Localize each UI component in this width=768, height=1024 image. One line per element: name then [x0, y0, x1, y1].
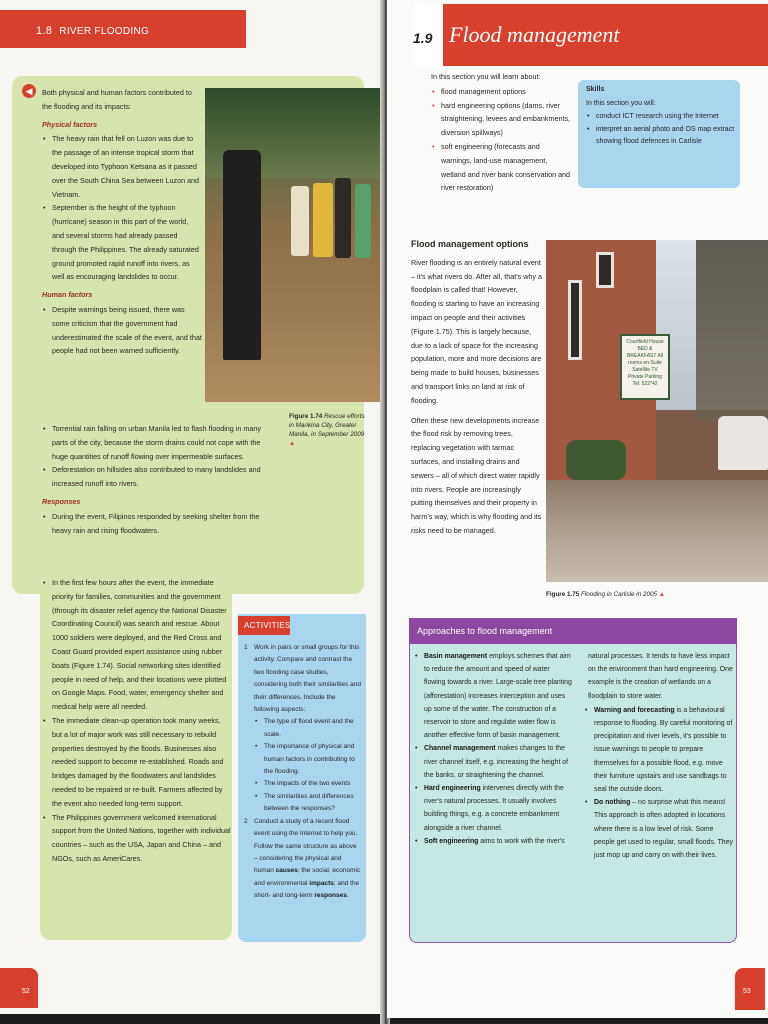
- section-number: 1.8: [36, 25, 53, 37]
- definition: makes changes to the river channel itself, e.g. increasing the height of the banks, or straightening the channel.: [424, 745, 569, 779]
- term: Basin management: [424, 653, 488, 660]
- figure-175-caption: [546, 590, 746, 599]
- list-item: • soft engineering (forecasts and warnings, land-use management, wetland and river bank conservation and river restoration): [431, 140, 571, 195]
- list-item: [584, 796, 734, 862]
- activity-text: Work in pairs or small groups for this activity. Compare and contrast the two flooding case studies, considering both their similarities and their differences. Include the following aspects:: [254, 644, 361, 714]
- figure-text: Rescue efforts in Marikina City, Greater Manila, in September 2009: [289, 413, 365, 438]
- list-item: • Torrential rain falling on urban Manila led to flash flooding in many parts of the city, because the storm drains could not cope with the huge quantities of runoff flowing over impermeable surfaces.: [42, 422, 278, 463]
- photo-person: [223, 150, 261, 360]
- responses-continued: [42, 576, 232, 866]
- activity-1: [244, 642, 362, 816]
- figure-label: Figure 1.74: [289, 413, 323, 420]
- term: Do nothing: [594, 799, 631, 807]
- term: Hard engineering: [424, 785, 481, 793]
- human-list: [42, 303, 202, 358]
- list-item: • The immediate clean-up operation took many weeks, but a lot of major work was still necessary to rebuild properties destroyed by the floods. Businesses also needed support to become re-established. Roads and bridges damaged by the floodwaters and landslides needed to be repaired or re-built. Farmers affected by the event also needed long-term support.: [42, 714, 232, 811]
- figure-label: Figure 1.75: [546, 591, 580, 598]
- options-heading: Flood management options: [411, 239, 529, 249]
- term: Channel management: [424, 745, 496, 753]
- triangle-icon: ▲: [658, 591, 665, 598]
- list-item: • hard engineering options (dams, river straightening, levees and embankments, diversion spillways): [431, 99, 571, 140]
- section-number: 1.9: [413, 4, 443, 66]
- definition: intervenes directly with the river's natural processes. It usually involves building things, e.g. a concrete embankment alongside a river channel.: [424, 785, 564, 832]
- list-item: • conduct ICT research using the Internet: [586, 111, 736, 124]
- list-item: • The similarities and differences between the responses?: [254, 791, 362, 816]
- list-item: • interpret an aerial photo and OS map extract showing flood defences in Carlisle: [586, 124, 736, 149]
- definition: employs schemes that aim to reduce the amount and speed of water flowing towards a river. Large-scale tree planting (afforestation) increases interception and uses up some of the water. The construction of a reservoir to store and regulate water flow is another effective form of basin management.: [424, 653, 572, 740]
- term: Soft engineering: [424, 837, 479, 845]
- list-item: [584, 704, 734, 796]
- keyword-impacts: impacts: [309, 879, 334, 887]
- back-arrow-icon: ◀: [22, 84, 36, 98]
- intro-text: Both physical and human factors contributed to the flooding and its impacts:: [42, 88, 192, 111]
- activity-number: 2: [244, 817, 248, 825]
- activity-text: ; the social, economic and environmental: [254, 867, 361, 887]
- activity-text: ; and the short- and long-term: [254, 879, 360, 900]
- physical-list: [42, 132, 202, 284]
- section-header-right: [413, 4, 768, 66]
- photo-door: [568, 280, 582, 360]
- learn-about: [431, 70, 571, 195]
- learn-intro: In this section you will learn about:: [431, 72, 541, 81]
- photo-window: [596, 252, 614, 288]
- section-title: RIVER FLOODING: [59, 26, 150, 37]
- activity-2: [244, 816, 362, 903]
- activities-text: [244, 642, 362, 903]
- list-item: • The type of flood event and the scale.: [254, 716, 362, 741]
- carlisle-flood-photo: [546, 240, 768, 582]
- soft-engineering-continued: natural processes. It tends to have less impact on the environment than hard engineering. One example is the creation of wetlands on a floodplain to store water.: [588, 653, 733, 700]
- page-number-right: 53: [735, 968, 765, 1010]
- options-paragraph-1: River flooding is an entirely natural event – it's what rivers do. After all, that's why a floodplain is called that! However, flooding is starting to have an increasing impact on people and their activities (Figure 1.75). This is largely because, due to a lack of space for the increasing population, more and more decisions are being made to build houses, businesses and transport links on land at risk of flooding.: [411, 257, 542, 405]
- bed-and-breakfast-sign: Courtfield House BED & BREAKFAST All rooms en-Suite Satellite TV Private Parking Tel: 522*42: [620, 334, 670, 400]
- list-item: [414, 742, 572, 782]
- list-item: • flood management options: [431, 85, 571, 99]
- photo-person: [313, 183, 333, 257]
- list-item: • The impacts of the two events: [254, 778, 362, 790]
- photo-floodwater: [546, 480, 768, 582]
- list-item: [414, 782, 572, 835]
- activities-tab: ACTIVITIES: [238, 616, 290, 635]
- section-title: Flood management: [449, 22, 620, 47]
- triangle-icon: ▲: [289, 440, 296, 447]
- activity-text: Conduct a study of a recent flood event using the Internet to help you. Follow the same structure as above – considering the physical and human: [254, 817, 358, 875]
- list-item: • The heavy rain that fell on Luzon was due to the passage of an intense tropical storm that developed into Typhoon Ketsana as it passed over the South China Sea between Luzon and Vietnam.: [42, 132, 202, 201]
- list-item: • Deforestation on hillsides also contributed to many landslides and increased runoff into rivers.: [42, 463, 278, 491]
- definition: – no surprise what this means! This approach is often adopted in locations where there is a low level of risk. Some people get used to regular, small floods. They just mop up and carry on with their lives.: [594, 799, 733, 860]
- photo-person: [355, 184, 371, 258]
- approaches-list-2: [584, 704, 734, 862]
- photo-person: [335, 178, 351, 258]
- left-column-top: [42, 86, 202, 358]
- physical-heading: Physical factors: [42, 119, 98, 129]
- figure-174-caption: [289, 412, 371, 448]
- flood-options-section: [411, 238, 543, 539]
- activity-text: .: [346, 892, 349, 900]
- responses-heading: Responses: [42, 496, 81, 506]
- list-item: • September is the height of the typhoon (hurricane) season in this part of the world, and several storms had already passed through the Philippines. The already saturated ground promoted rapid runoff into rivers, as well as encouraging landslides to occur.: [42, 201, 202, 284]
- responses-list-continued: [42, 576, 232, 866]
- photo-hedge: [566, 440, 626, 480]
- list-item: [414, 650, 572, 742]
- approaches-col-2: [584, 650, 734, 862]
- photo-person: [291, 186, 309, 256]
- approaches-heading: Approaches to flood management: [409, 618, 737, 644]
- keyword-causes: causes: [275, 867, 298, 875]
- list-item: • Despite warnings being issued, there was some criticism that the government had underestimated the scale of the event, and that people had not been warned sufficiently.: [42, 303, 202, 358]
- human-list-wide: [42, 422, 278, 491]
- approaches-col-1: [414, 650, 572, 848]
- skills-text: [586, 84, 736, 149]
- list-item: • During the event, Filipinos responded by seeking shelter from the heavy rain and rising floodwaters.: [42, 510, 278, 538]
- keyword-responses: responses: [314, 892, 347, 900]
- page-number-left: 52: [0, 968, 38, 1008]
- list-item: • The importance of physical and human factors in contributing to the flooding.: [254, 741, 362, 778]
- activity-aspects: [254, 716, 362, 815]
- definition: aims to work with the river's: [478, 837, 565, 845]
- activity-number: 1: [244, 644, 248, 651]
- responses-list: [42, 510, 278, 538]
- figure-text: Flooding in Carlisle in 2005: [581, 591, 657, 598]
- human-factors-wide: [42, 422, 278, 537]
- list-item: [414, 835, 572, 848]
- skills-list: [586, 111, 736, 149]
- section-header-left: [0, 10, 246, 48]
- human-heading: Human factors: [42, 290, 93, 300]
- rescue-photo: [205, 88, 384, 402]
- left-page: [0, 0, 384, 1014]
- photo-trees: [696, 240, 768, 420]
- list-item: • The Philippines government welcomed international support from the United Nations, together with individual countries – such as the USA, Japan and China – and NGOs, such as AmeriCares.: [42, 811, 232, 866]
- photo-car: [718, 416, 768, 470]
- skills-heading: Skills: [586, 86, 605, 93]
- definition: is a behavioural response to flooding. By careful monitoring of precipitation and river levels, it's possible to issue warnings to people to prepare themselves for a possible flood, e.g. move their furniture upstairs and use sandbags to seal the outside doors.: [594, 706, 733, 794]
- term: Warning and forecasting: [594, 706, 675, 714]
- approaches-list: [414, 650, 572, 848]
- options-paragraph-2: Often these new developments increase the flood risk by removing trees, replacing vegetation with tarmac surfaces, and installing drains and sewers – all of which direct water rapidly into rivers. People are increasingly putting themselves and their property in harm's way, which is why flooding and its risks need to be managed.: [411, 415, 542, 535]
- skills-intro: In this section you will:: [586, 99, 656, 107]
- learn-list: [431, 85, 571, 195]
- list-item: • In the first few hours after the event, the immediate priority for families, communities and the government (through its disaster relief agency the National Disaster Coordinating Council) was search and rescue. About 1000 soldiers were deployed, and the Red Cross and Coast Guard provided expert assistance using rubber boats (Figure 1.74). Social networking sites identified people in need of help, and their locations were plotted on Google Maps. Food, water, emergency shelter and medical help were all needed.: [42, 576, 232, 714]
